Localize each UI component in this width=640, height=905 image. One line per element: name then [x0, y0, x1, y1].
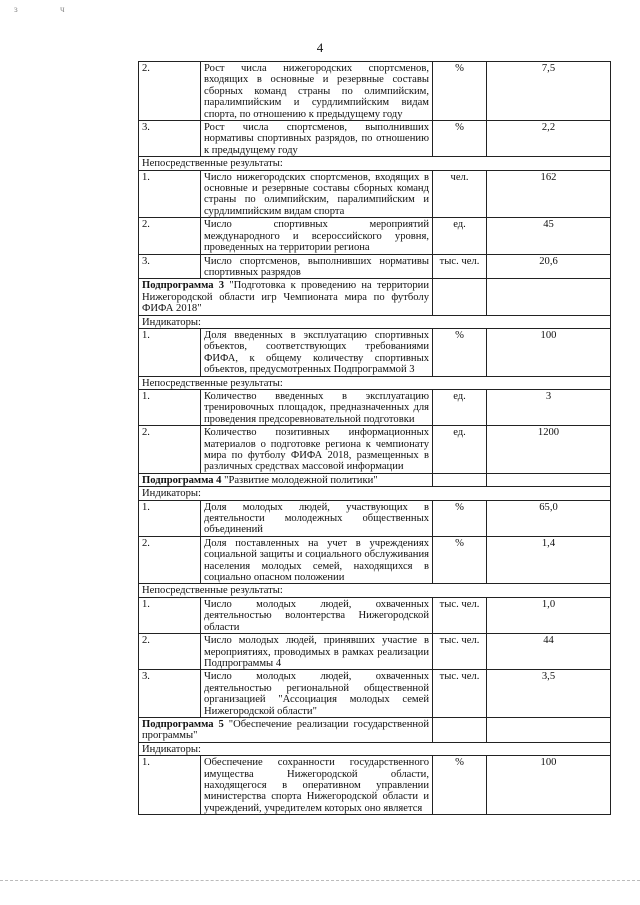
- table-row: [139, 254, 611, 279]
- row-number: 1.: [139, 500, 201, 536]
- table-row: [139, 62, 611, 121]
- section-header: Индикаторы:: [139, 315, 611, 328]
- empty-cell: [487, 279, 611, 315]
- page-number: 4: [316, 40, 324, 55]
- row-description: Число молодых людей, охваченных деятельностью региональной общественной организацией "Ассоциация молодых семей Нижегородской области": [201, 670, 433, 718]
- row-number: 1.: [139, 756, 201, 815]
- row-number: 2.: [139, 536, 201, 584]
- row-unit: тыс. чел.: [433, 597, 487, 633]
- row-unit: %: [433, 756, 487, 815]
- row-number: 2.: [139, 62, 201, 121]
- row-number: 2.: [139, 218, 201, 254]
- indicator-table-body: [139, 62, 611, 815]
- row-number: 2.: [139, 426, 201, 474]
- section-header-row: [139, 742, 611, 755]
- row-value: 1,4: [487, 536, 611, 584]
- row-description: Рост числа спортсменов, выполнивших нормативы спортивных разрядов, по отношению к предыдущему году: [201, 121, 433, 157]
- subprogram-row: [139, 717, 611, 742]
- subprogram-label: Подпрограмма 5: [142, 718, 224, 730]
- table-row: [139, 328, 611, 376]
- row-unit: %: [433, 328, 487, 376]
- section-header-row: [139, 584, 611, 597]
- table-row: [139, 218, 611, 254]
- table-row: [139, 170, 611, 218]
- row-value: 3: [487, 389, 611, 425]
- row-unit: %: [433, 536, 487, 584]
- section-header: Непосредственные результаты:: [139, 376, 611, 389]
- row-number: 3.: [139, 670, 201, 718]
- row-value: 44: [487, 634, 611, 670]
- row-value: 1200: [487, 426, 611, 474]
- empty-cell: [487, 473, 611, 486]
- row-description: Число спортивных мероприятий международного и всероссийского уровня, проведенных на территории региона: [201, 218, 433, 254]
- row-description: Обеспечение сохранности государственного имущества Нижегородской области, находящегося в оперативном управлении министерства спорта Нижегородской области и учреждений, учредителем которых оно является: [201, 756, 433, 815]
- row-description: Число молодых людей, охваченных деятельностью волонтерства Нижегородской области: [201, 597, 433, 633]
- row-value: 20,6: [487, 254, 611, 279]
- subprogram-row: [139, 279, 611, 315]
- row-description: Число молодых людей, принявших участие в мероприятиях, проводимых в рамках реализации Подпрограммы 4: [201, 634, 433, 670]
- row-description: Число нижегородских спортсменов, входящих в основные и резервные составы сборных команд страны по олимпийским, паралимпийским и сурдлимпийским видам спорта: [201, 170, 433, 218]
- row-value: 3,5: [487, 670, 611, 718]
- table-row: [139, 597, 611, 633]
- subprogram-row: [139, 473, 611, 486]
- corner-marks: ɜ ч: [14, 4, 85, 14]
- table-row: [139, 634, 611, 670]
- row-value: 45: [487, 218, 611, 254]
- section-header-row: [139, 376, 611, 389]
- row-description: Количество позитивных информационных материалов о подготовке региона к чемпионату мира по футболу ФИФА 2018, размещенных в различных средствах массовой информации: [201, 426, 433, 474]
- row-number: 3.: [139, 121, 201, 157]
- section-header-row: [139, 487, 611, 500]
- indicator-table: [138, 61, 611, 815]
- row-unit: ед.: [433, 218, 487, 254]
- empty-cell: [433, 279, 487, 315]
- subprogram-label: Подпрограмма 4: [142, 474, 222, 486]
- section-header-row: [139, 157, 611, 170]
- row-number: 3.: [139, 254, 201, 279]
- row-value: 1,0: [487, 597, 611, 633]
- empty-cell: [487, 717, 611, 742]
- row-description: Количество введенных в эксплуатацию тренировочных площадок, предназначенных для проведения предсоревновательной подготовки: [201, 389, 433, 425]
- subprogram-name: "Подготовка к проведению на территории Нижегородской области игр Чемпионата мира по футболу ФИФА 2018": [142, 280, 429, 315]
- row-description: Число спортсменов, выполнивших нормативы спортивных разрядов: [201, 254, 433, 279]
- row-unit: %: [433, 500, 487, 536]
- table-row: [139, 756, 611, 815]
- table-row: [139, 500, 611, 536]
- row-value: 100: [487, 756, 611, 815]
- row-number: 1.: [139, 170, 201, 218]
- section-header: Индикаторы:: [139, 742, 611, 755]
- section-header: Непосредственные результаты:: [139, 157, 611, 170]
- row-value: 65,0: [487, 500, 611, 536]
- row-description: Доля молодых людей, участвующих в деятельности молодежных общественных объединений: [201, 500, 433, 536]
- table-row: [139, 536, 611, 584]
- table-row: [139, 426, 611, 474]
- table-row: [139, 670, 611, 718]
- row-unit: %: [433, 62, 487, 121]
- row-number: 1.: [139, 389, 201, 425]
- row-value: 7,5: [487, 62, 611, 121]
- row-unit: ед.: [433, 389, 487, 425]
- row-unit: тыс. чел.: [433, 670, 487, 718]
- table-row: [139, 389, 611, 425]
- section-header: Непосредственные результаты:: [139, 584, 611, 597]
- row-value: 162: [487, 170, 611, 218]
- row-description: Рост числа нижегородских спортсменов, входящих в основные и резервные составы сборных команд страны по олимпийским, паралимпийским и сурдлимпийским видам спорта, по отношению к предыдущему году: [201, 62, 433, 121]
- row-number: 2.: [139, 634, 201, 670]
- subprogram-name: "Обеспечение реализации государственной программы": [142, 718, 430, 742]
- empty-cell: [433, 717, 487, 742]
- row-number: 1.: [139, 597, 201, 633]
- section-header: Индикаторы:: [139, 487, 611, 500]
- row-unit: чел.: [433, 170, 487, 218]
- row-unit: тыс. чел.: [433, 634, 487, 670]
- section-header-row: [139, 315, 611, 328]
- subprogram-title: [139, 473, 433, 486]
- page-bottom-divider: [0, 880, 640, 881]
- row-unit: тыс. чел.: [433, 254, 487, 279]
- subprogram-name: "Развитие молодежной политики": [221, 474, 378, 486]
- empty-cell: [433, 473, 487, 486]
- subprogram-title: [139, 279, 433, 315]
- row-number: 1.: [139, 328, 201, 376]
- row-description: Доля введенных в эксплуатацию спортивных объектов, соответствующих требованиями ФИФА, к общему количеству спортивных объектов, предусмотренных Подпрограммой 3: [201, 328, 433, 376]
- row-unit: ед.: [433, 426, 487, 474]
- row-description: Доля поставленных на учет в учреждениях социальной защиты и социального обслуживания населения молодых семей, находящихся в социально опасном положении: [201, 536, 433, 584]
- subprogram-label: Подпрограмма 3: [142, 280, 225, 292]
- subprogram-title: [139, 717, 433, 742]
- row-value: 100: [487, 328, 611, 376]
- row-value: 2,2: [487, 121, 611, 157]
- row-unit: %: [433, 121, 487, 157]
- table-row: [139, 121, 611, 157]
